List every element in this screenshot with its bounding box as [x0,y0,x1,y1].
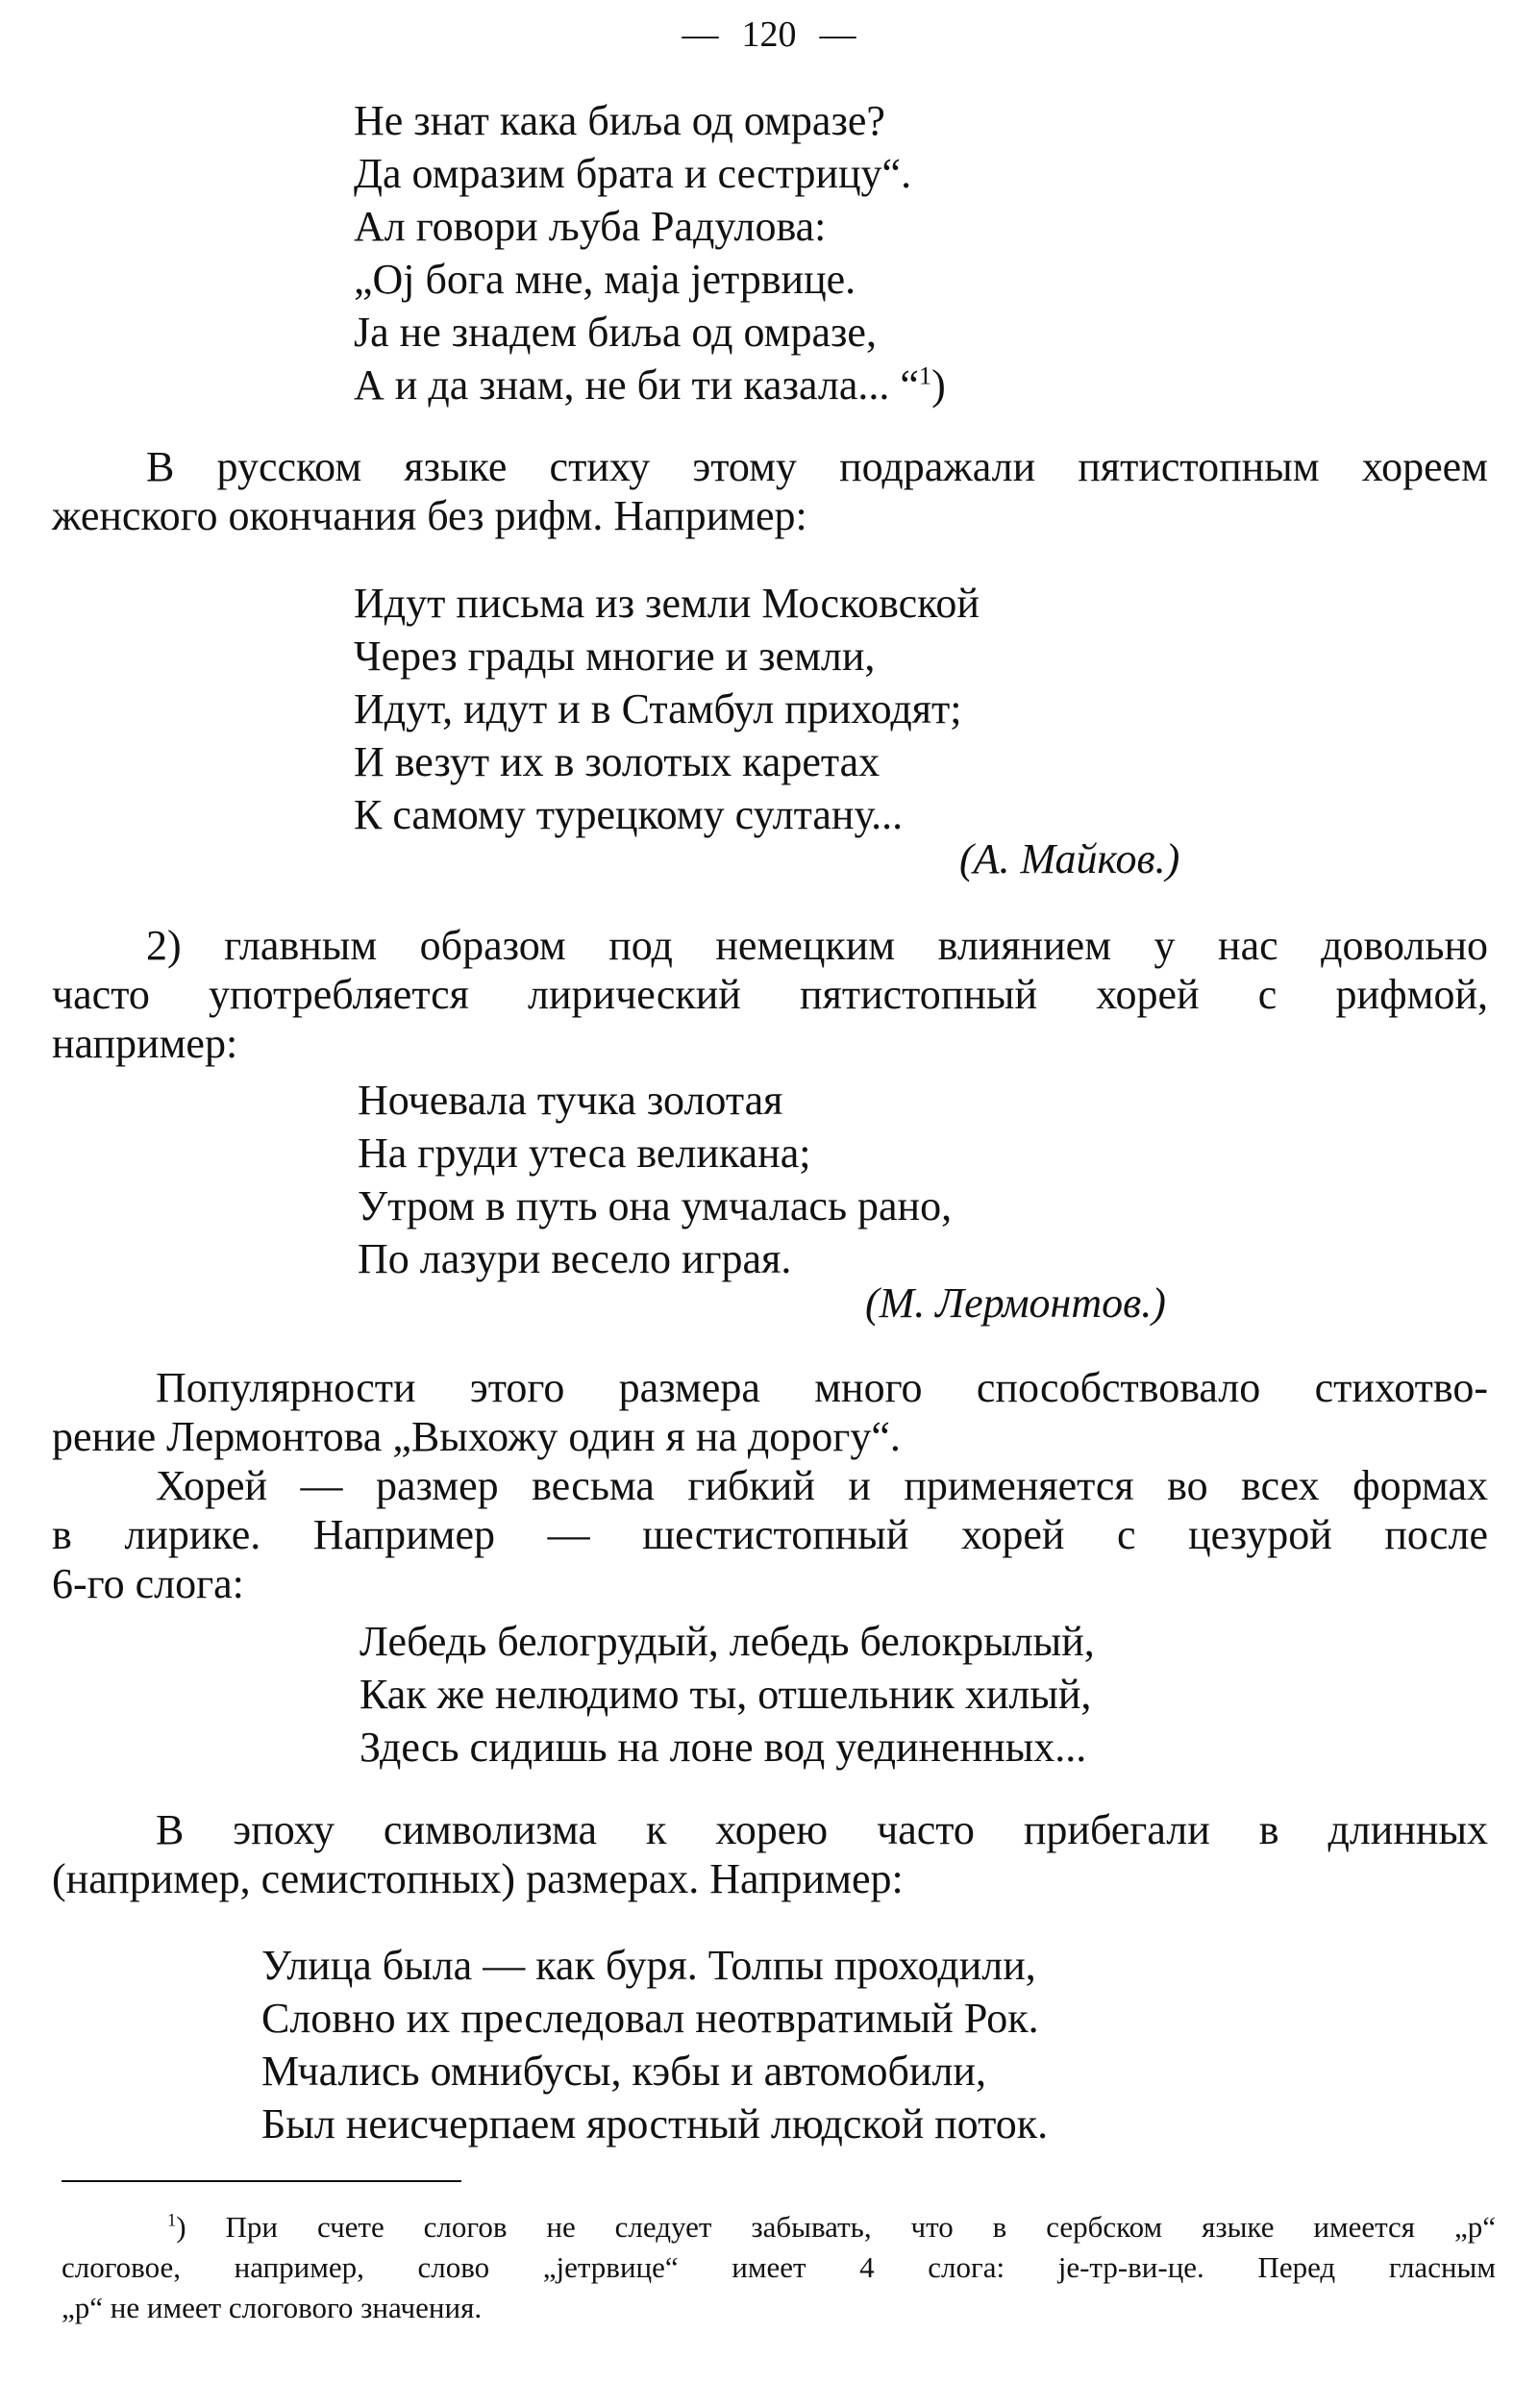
footnote-marker: 1 [167,2210,177,2231]
paragraph-line: (например, семистопных) размерах. Например: [52,1855,904,1902]
paragraph-line: женского окончания без рифм. Например: [52,492,807,539]
verse-line: Не знат кака биљa од омразе? [354,97,885,144]
footnote-divider [62,2180,461,2182]
paragraph-2 [52,921,1488,1068]
paragraph-line: В эпоху символизма к хорею часто прибегали в длинных [156,1806,1488,1853]
paragraph-4 [52,1461,1488,1608]
footnote-line: „р“ не имеет слогового значения. [62,2291,483,2324]
page-number: — 120 — [682,14,856,55]
paragraph-line: 6-го слога: [52,1560,244,1607]
paragraph-line: Хорей — размер весьма гибкий и применяется во всех формах [156,1462,1488,1509]
verse-line: На груди утеса великана; [358,1130,811,1177]
verse-line: Через грады многие и земли, [354,633,876,680]
verse-line: Мчались омнибусы, кэбы и автомобили, [261,2048,986,2095]
attribution-lermontov: (М. Лермонтов.) [865,1279,1166,1327]
verse-line: Был неисчерпаем яростный людской поток. [261,2100,1049,2147]
paragraph-line: Популярности этого размера много способствовало стихотво- [156,1364,1488,1411]
paragraph-line: В русском языке стиху этому подражали пятистопным хореем [146,443,1488,490]
paragraph-line: рение Лермонтова „Выхожу один я на дорогу“. [52,1413,901,1460]
verse-line: „Oj бога мне, маjа jетрвице. [354,256,856,303]
verse-line: Jа не знадем биља од омразе, [354,309,877,356]
verse-symbolism [261,1939,1048,2150]
verse-line: Здесь сидишь на лоне вод уединенных... [360,1724,1087,1771]
attribution-maykov: (А. Майков.) [959,835,1180,882]
footnote-line: слоговое, например, слово „jетрвице“ имеет 4 слога: jе-тр-ви-це. Перед гласным [62,2250,1496,2284]
paragraph-line: например: [52,1020,238,1067]
verse-serbian [354,94,946,411]
paragraph-line: часто употребляется лирический пятистопный хорей с рифмой, [52,971,1488,1018]
verse-line: Улица была — как буря. Толпы проходили, [261,1942,1036,1989]
verse-line: Словно их преследовал неотвратимый Рок. [261,1995,1039,2042]
verse-hexameter [360,1615,1095,1774]
paragraph-line: в лирике. Например — шестистопный хорей с цезурой после [52,1511,1488,1558]
paragraph-5 [52,1805,1488,1903]
verse-line: Утром в путь она умчалась рано, [358,1182,953,1229]
paragraph-line: 2) главным образом под немецким влиянием у нас довольно [146,922,1488,969]
verse-line: Ночевала тучка золотая [358,1077,783,1124]
verse-line: Как же нелюдимо ты, отшельник хилый, [360,1671,1092,1718]
verse-line: Лебедь белогрудый, лебедь белокрылый, [360,1618,1095,1665]
footnote-line: $^1$) При счете слогов не следует забывать, что в сербском языке имеется „р“ [167,2210,1496,2244]
verse-line: И везут их в золотых каретах [354,738,881,785]
paragraph-3 [52,1363,1488,1461]
footnote [62,2207,1496,2328]
verse-line: А и да знам, не би ти казала... “$^1$) [354,360,946,409]
paragraph-1 [52,442,1488,540]
verse-line: Да омразим брата и сестрицу“. [354,150,912,197]
verse-line: Идут, идут и в Стамбул приходят; [354,685,962,732]
verse-line: Ал говори љуба Радулова: [354,203,827,250]
verse-line: К самому турецкому султану... [354,791,904,838]
footnote-ref: 1 [918,360,932,390]
verse-lermontov [358,1074,952,1285]
verse-maykov [354,577,980,841]
verse-line: Идут письма из земли Московской [354,580,980,627]
verse-line: По лазури весело играя. [358,1235,792,1282]
